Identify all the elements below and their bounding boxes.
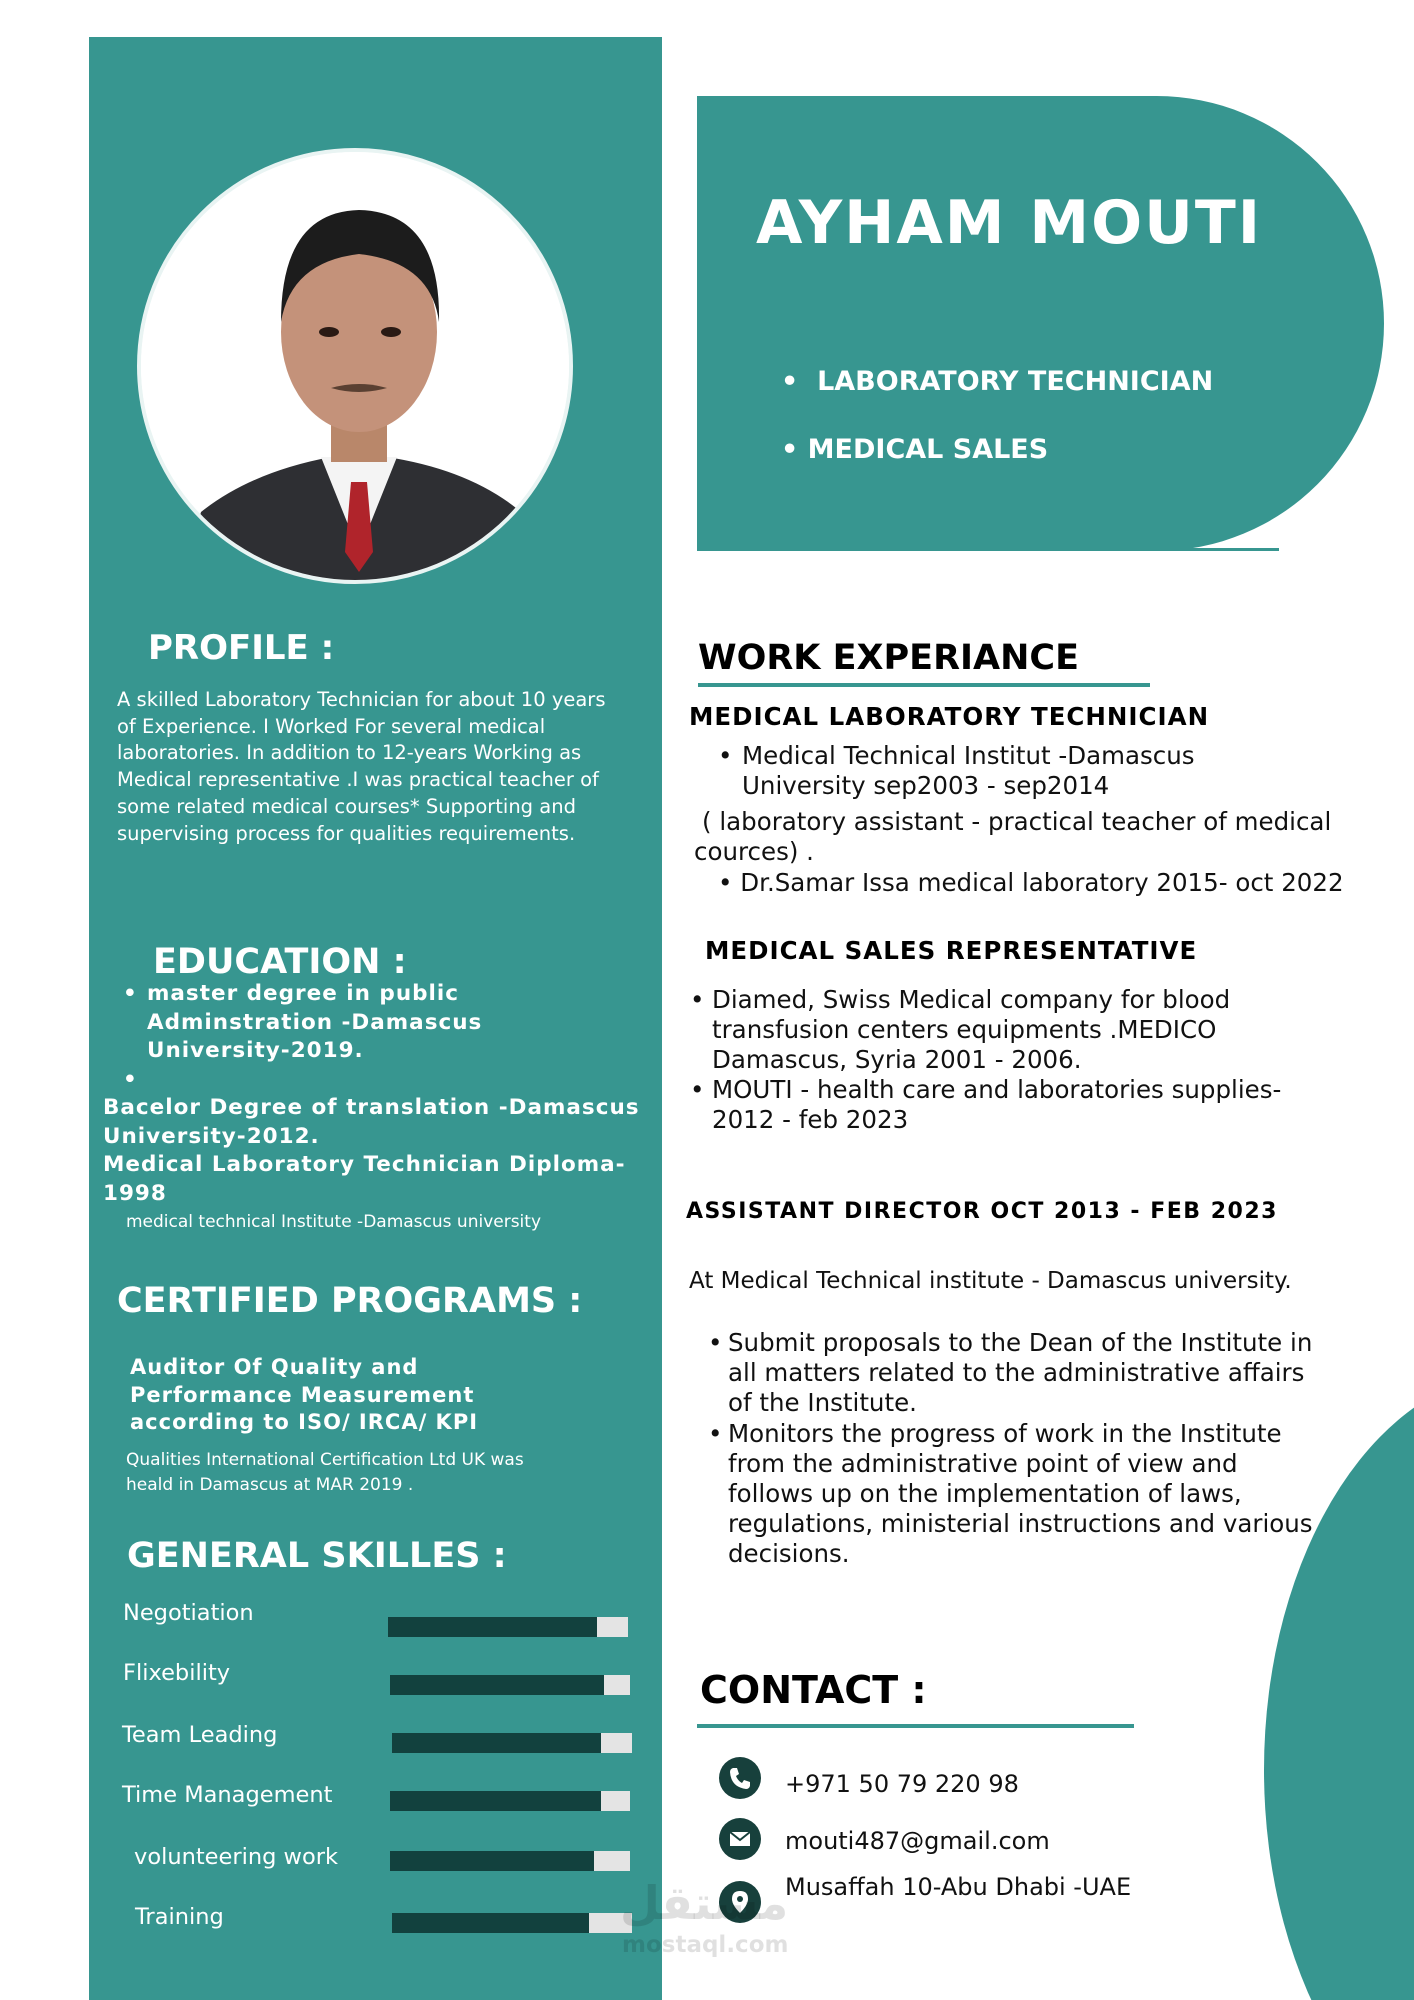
certified-heading: CERTIFIED PROGRAMS : (117, 1281, 583, 1321)
role-item: • LABORATORY TECHNICIAN (781, 366, 1214, 397)
assistant-director-heading: ASSISTANT DIRECTOR OCT 2013 - FEB 2023 (686, 1199, 1278, 1224)
education-heading: EDUCATION : (153, 942, 407, 982)
skill-label: Negotiation (123, 1600, 254, 1626)
skill-bar-fill (388, 1617, 597, 1637)
education-item: master degree in public Adminstration -Damascus University-2019. (147, 981, 483, 1063)
skill-bar (390, 1851, 630, 1871)
skill-bar (392, 1733, 632, 1753)
address: Musaffah 10-Abu Dhabi -UAE (785, 1873, 1132, 1901)
skill-label: Team Leading (122, 1722, 278, 1748)
lab-item: • Dr.Samar Issa medical laboratory 2015- oct 2022 (718, 868, 1344, 897)
skill-bar (392, 1913, 632, 1933)
sales-item: • MOUTI - health care and laboratories supplies- 2012 - feb 2023 (690, 1075, 1282, 1134)
profile-photo (137, 148, 573, 584)
lab-technician-heading: MEDICAL LABORATORY TECHNICIAN (689, 702, 1210, 731)
skill-label: volunteering work (134, 1844, 339, 1870)
sales-heading: MEDICAL SALES REPRESENTATIVE (705, 936, 1198, 965)
watermark-logo: مستقل (620, 1876, 789, 1930)
contact-underline (697, 1724, 1134, 1728)
skill-bar (390, 1675, 630, 1695)
education-item: Medical Laboratory Technician Diploma-1998 (103, 1152, 626, 1206)
watermark-site: mostaql.com (622, 1932, 789, 1958)
role-item: • MEDICAL SALES (781, 434, 1049, 465)
profile-text: A skilled Laboratory Technician for about 10 years of Experience. I Worked For several medical laboratories. In addition to 12-years Working as Medical representative .I was practical teacher of some related medical courses* Supporting and supervising process for qualities requirements. (117, 688, 606, 845)
email-address: mouti487@gmail.com (785, 1827, 1050, 1855)
director-item: • Submit proposals to the Dean of the Institute in all matters related to the administrative affairs of the Institute. (708, 1328, 1313, 1417)
name-banner (697, 96, 1384, 551)
name-banner-underline (697, 548, 1279, 551)
lab-item: • Medical Technical Institut -Damascus University sep2003 - sep2014 (718, 741, 1195, 800)
certified-note: Qualities International Certification Ltd UK was heald in Damascus at MAR 2019 . (126, 1450, 524, 1495)
work-experience-heading: WORK EXPERIANCE (698, 638, 1080, 678)
profile-heading: PROFILE : (148, 628, 335, 668)
skill-bar-fill (392, 1913, 589, 1933)
mail-icon (719, 1818, 761, 1860)
education-list: • master degree in public Adminstration -Damascus University-2019. • Bacelor Degree of translation -Damascus University-2012. Medical Laboratory Technician Diploma-1998 (103, 980, 643, 1208)
certified-program: Auditor Of Quality and Performance Measurement according to ISO/ IRCA/ KPI (130, 1355, 479, 1434)
director-intro: At Medical Technical institute - Damascus university. (689, 1268, 1292, 1294)
candidate-name: AYHAM MOUTI (756, 188, 1263, 258)
sales-item: • Diamed, Swiss Medical company for blood transfusion centers equipments .MEDICO Damascus, Syria 2001 - 2006. (690, 985, 1231, 1074)
skill-bar-fill (390, 1675, 604, 1695)
skill-bar-fill (392, 1733, 601, 1753)
skill-bar (390, 1791, 630, 1811)
director-item: • Monitors the progress of work in the Institute from the administrative point of view and follows up on the implementation of laws, regulations, ministerial instructions and various decisions. (708, 1419, 1313, 1568)
skill-bar (388, 1617, 628, 1637)
phone-number: +971 50 79 220 98 (785, 1770, 1019, 1798)
lab-description: ( laboratory assistant - practical teacher of medical cources) . (694, 807, 1332, 866)
skill-label: Training (135, 1904, 224, 1930)
education-item: Bacelor Degree of translation -Damascus University-2012. (103, 1095, 640, 1149)
education-note: medical technical Institute -Damascus university (126, 1212, 542, 1232)
skill-label: Flixebility (123, 1660, 231, 1686)
contact-heading: CONTACT : (700, 1668, 927, 1712)
work-experience-underline (698, 683, 1150, 687)
skill-bar-fill (390, 1791, 601, 1811)
skill-bar-fill (390, 1851, 594, 1871)
skill-label: Time Management (122, 1782, 333, 1808)
skills-heading: GENERAL SKILLES : (127, 1536, 507, 1576)
phone-icon (719, 1757, 761, 1799)
